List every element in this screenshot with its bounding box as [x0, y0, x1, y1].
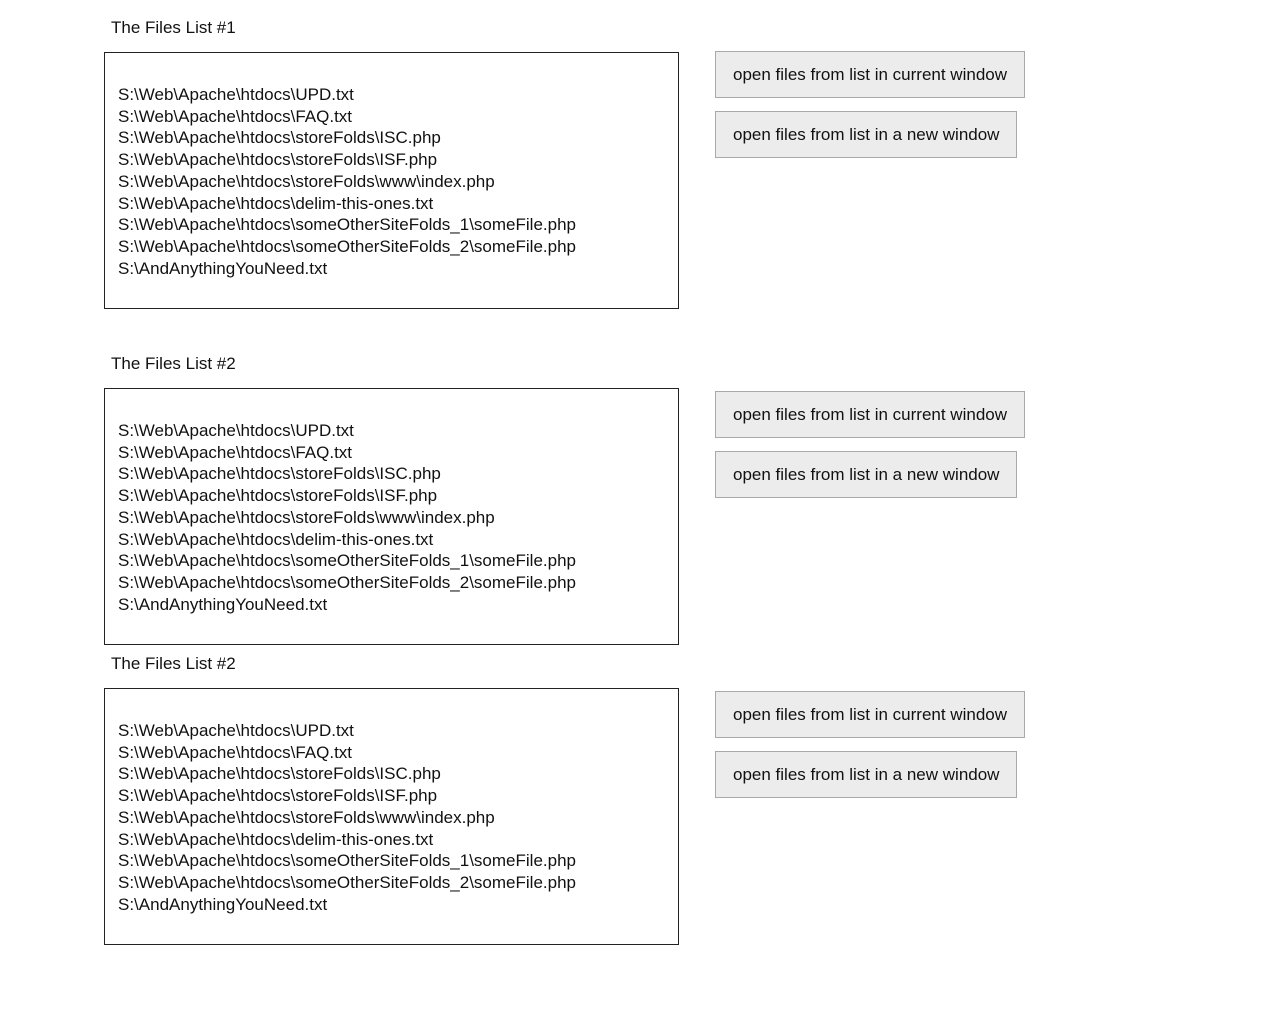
open-in-new-window-button[interactable]: open files from list in a new window — [715, 111, 1017, 158]
file-path-line: S:\Web\Apache\htdocs\FAQ.txt — [118, 106, 353, 126]
file-path-line: S:\Web\Apache\htdocs\storeFolds\ISC.php — [118, 764, 441, 784]
file-path-line: S:\Web\Apache\htdocs\someOtherSiteFolds_2\someFile.php — [118, 872, 576, 892]
file-path-line: S:\Web\Apache\htdocs\UPD.txt — [118, 85, 354, 104]
open-in-new-window-button[interactable]: open files from list in a new window — [715, 751, 1017, 798]
file-path-line: S:\AndAnythingYouNeed.txt — [118, 894, 328, 914]
open-in-current-window-button[interactable]: open files from list in current window — [715, 391, 1025, 438]
file-path-line: S:\Web\Apache\htdocs\someOtherSiteFolds_1\someFile.php — [118, 851, 576, 871]
file-path-line: S:\Web\Apache\htdocs\FAQ.txt — [118, 442, 353, 462]
file-path-line: S:\Web\Apache\htdocs\UPD.txt — [118, 721, 354, 740]
file-path-line: S:\Web\Apache\htdocs\storeFolds\www\index.php — [118, 807, 495, 827]
file-path-line: S:\Web\Apache\htdocs\storeFolds\ISC.php — [118, 464, 441, 484]
file-path-line: S:\Web\Apache\htdocs\delim-this-ones.txt — [118, 829, 434, 849]
file-path-line: S:\Web\Apache\htdocs\someOtherSiteFolds_2\someFile.php — [118, 236, 576, 256]
file-path-line: S:\Web\Apache\htdocs\delim-this-ones.txt — [118, 193, 434, 213]
file-path-line: S:\AndAnythingYouNeed.txt — [118, 594, 328, 614]
file-path-line: S:\Web\Apache\htdocs\storeFolds\www\index.php — [118, 507, 495, 527]
section-title: The Files List #2 — [111, 654, 236, 673]
file-path-line: S:\Web\Apache\htdocs\FAQ.txt — [118, 742, 353, 762]
file-path-line: S:\Web\Apache\htdocs\storeFolds\www\index.php — [118, 171, 495, 191]
file-path-line: S:\Web\Apache\htdocs\someOtherSiteFolds_1\someFile.php — [118, 551, 576, 571]
section-title: The Files List #1 — [111, 18, 236, 37]
open-in-current-window-button[interactable]: open files from list in current window — [715, 51, 1025, 98]
file-path-line: S:\AndAnythingYouNeed.txt — [118, 258, 328, 278]
section-title: The Files List #2 — [111, 354, 236, 373]
files-list-box[interactable] — [104, 388, 679, 645]
open-in-current-window-button[interactable]: open files from list in current window — [715, 691, 1025, 738]
file-path-line: S:\Web\Apache\htdocs\storeFolds\ISC.php — [118, 128, 441, 148]
file-path-line: S:\Web\Apache\htdocs\storeFolds\ISF.php — [118, 486, 438, 506]
files-list-box[interactable] — [104, 52, 679, 309]
file-path-line: S:\Web\Apache\htdocs\storeFolds\ISF.php — [118, 786, 438, 806]
file-path-line: S:\Web\Apache\htdocs\someOtherSiteFolds_2\someFile.php — [118, 572, 576, 592]
files-list-box[interactable] — [104, 688, 679, 945]
file-path-line: S:\Web\Apache\htdocs\someOtherSiteFolds_1\someFile.php — [118, 215, 576, 235]
file-path-line: S:\Web\Apache\htdocs\storeFolds\ISF.php — [118, 150, 438, 170]
open-in-new-window-button[interactable]: open files from list in a new window — [715, 451, 1017, 498]
file-path-line: S:\Web\Apache\htdocs\delim-this-ones.txt — [118, 529, 434, 549]
file-path-line: S:\Web\Apache\htdocs\UPD.txt — [118, 421, 354, 440]
